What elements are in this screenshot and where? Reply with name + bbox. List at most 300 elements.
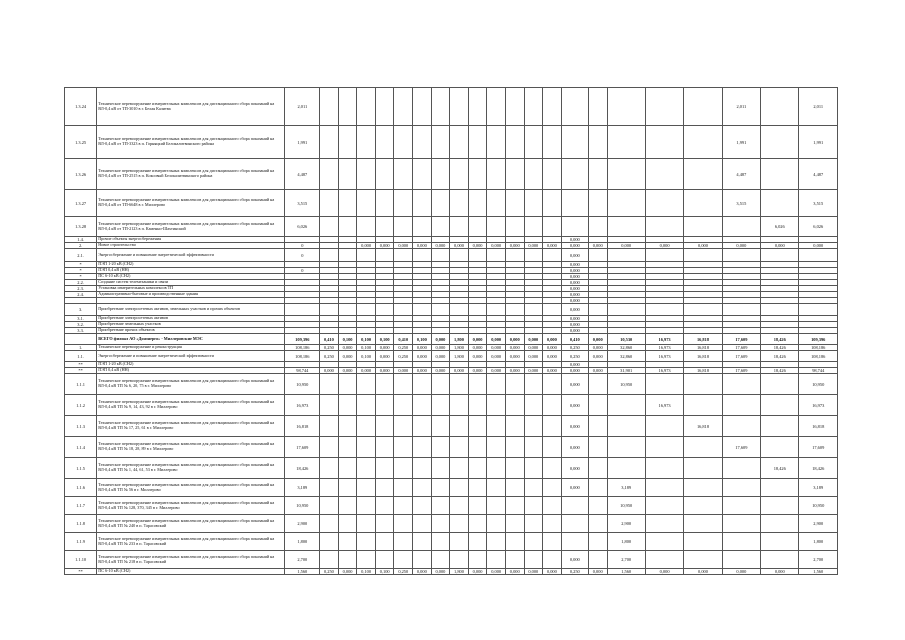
row-value-cell: 2,700	[799, 551, 838, 569]
row-value-cell	[722, 395, 760, 416]
row-value-cell	[487, 159, 506, 190]
row-value-cell	[543, 88, 562, 126]
row-value-cell: 0,000	[561, 286, 588, 292]
row-value-cell: 0,250	[394, 569, 413, 575]
row-value-cell: 0,000	[561, 437, 588, 458]
row-value-cell	[684, 126, 722, 159]
row-value-cell	[450, 126, 469, 159]
row-value-cell	[561, 217, 588, 237]
row-value-cell: 16,818	[684, 351, 722, 362]
row-value-cell: 0,000	[338, 345, 357, 351]
row-code-cell: **	[65, 368, 97, 374]
row-code-cell: 1.1.5	[65, 458, 97, 479]
row-value-cell	[431, 190, 450, 217]
row-value-cell	[394, 88, 413, 126]
row-value-cell	[684, 497, 722, 515]
row-value-cell: 0,100	[357, 351, 376, 362]
row-value-cell: 0,000	[413, 243, 432, 249]
row-description-cell: Новое строительство	[97, 243, 285, 249]
row-value-cell	[645, 217, 683, 237]
row-value-cell	[375, 304, 394, 316]
row-code-cell: 1.1.8	[65, 515, 97, 533]
row-value-cell	[413, 249, 432, 262]
row-description-cell: Техническое перевооружение измерительных комплексов для дистанционного сбора показаний на ВЛ-0,4 кВ ТП № 218 в п. Тарасовский	[97, 551, 285, 569]
row-value-cell: 0,000	[468, 243, 487, 249]
row-value-cell	[645, 533, 683, 551]
row-value-cell: 0,000	[524, 334, 543, 345]
row-value-cell	[505, 437, 524, 458]
row-value-cell: 17,609	[722, 437, 760, 458]
row-value-cell	[394, 551, 413, 569]
row-value-cell: 17,609	[722, 368, 760, 374]
row-value-cell	[722, 249, 760, 262]
row-value-cell	[357, 395, 376, 416]
row-value-cell	[375, 416, 394, 437]
row-code-cell: 2.1.	[65, 249, 97, 262]
row-value-cell	[761, 551, 799, 569]
table-row	[65, 190, 838, 217]
row-value-cell: 0,000	[357, 243, 376, 249]
row-value-cell: 1,800	[450, 569, 469, 575]
row-value-cell	[645, 515, 683, 533]
row-value-cell	[394, 458, 413, 479]
table-row	[65, 249, 838, 262]
row-value-cell: 0,000	[561, 292, 588, 298]
row-value-cell: 0,000	[338, 351, 357, 362]
row-description-cell: Техническое перевооружение измерительных комплексов для дистанционного сбора показаний на ВЛ-0,4 кВ от ТП-2123 в п. Каменно-Шахтинский	[97, 217, 285, 237]
row-value-cell	[375, 190, 394, 217]
row-value-cell: 0,000	[684, 243, 722, 249]
row-value-cell	[761, 437, 799, 458]
row-value-cell	[357, 304, 376, 316]
row-value-cell	[588, 395, 607, 416]
table-row	[65, 437, 838, 458]
row-value-cell	[468, 304, 487, 316]
row-value-cell: 0,000	[722, 243, 760, 249]
row-value-cell	[524, 159, 543, 190]
row-code-cell: 1.1.6	[65, 479, 97, 497]
row-value-cell: 2,900	[607, 515, 645, 533]
row-value-cell	[588, 159, 607, 190]
row-value-cell	[413, 374, 432, 395]
table-row	[65, 351, 838, 362]
row-value-cell	[561, 515, 588, 533]
row-value-cell: 108,186	[799, 345, 838, 351]
row-value-cell	[320, 249, 339, 262]
row-value-cell	[524, 249, 543, 262]
row-code-cell: 1.1.4	[65, 437, 97, 458]
row-value-cell	[468, 159, 487, 190]
table-row	[65, 304, 838, 316]
row-value-cell: 2,011	[722, 88, 760, 126]
row-value-cell: 0,000	[375, 243, 394, 249]
row-value-cell	[413, 88, 432, 126]
row-value-cell: 0,100	[357, 569, 376, 575]
row-value-cell	[357, 437, 376, 458]
row-value-cell	[357, 458, 376, 479]
row-value-cell	[320, 374, 339, 395]
row-value-cell	[588, 479, 607, 497]
row-value-cell	[684, 217, 722, 237]
row-value-cell	[645, 304, 683, 316]
row-value-cell	[338, 458, 357, 479]
row-value-cell: 0,000	[468, 345, 487, 351]
row-value-cell: 0,000	[413, 351, 432, 362]
table-row	[65, 551, 838, 569]
row-value-cell	[468, 497, 487, 515]
row-value-cell: 16,973	[799, 395, 838, 416]
row-value-cell	[468, 479, 487, 497]
row-value-cell	[524, 515, 543, 533]
row-value-cell	[607, 126, 645, 159]
row-value-cell	[375, 217, 394, 237]
row-value-cell	[607, 88, 645, 126]
row-value-cell	[450, 190, 469, 217]
row-value-cell	[431, 395, 450, 416]
row-value-cell	[607, 437, 645, 458]
row-description-cell: Техническое перевооружение измерительных комплексов для дистанционного сбора показаний на ВЛ-0,4 кВ ТП № 17, 25, 61 в г. Миллерово	[97, 416, 285, 437]
row-value-cell: 18,426	[761, 458, 799, 479]
row-value-cell	[645, 416, 683, 437]
row-value-cell	[431, 551, 450, 569]
row-value-cell	[607, 416, 645, 437]
row-value-cell: 0,000	[645, 243, 683, 249]
row-value-cell	[450, 395, 469, 416]
row-value-cell	[543, 479, 562, 497]
row-code-cell: 2.	[65, 243, 97, 249]
row-value-cell	[375, 515, 394, 533]
row-value-cell	[561, 533, 588, 551]
row-total-cell: 3,189	[285, 479, 320, 497]
row-value-cell	[487, 217, 506, 237]
row-value-cell: 16,818	[799, 416, 838, 437]
row-total-cell: 0	[285, 249, 320, 262]
row-value-cell: 0,000	[588, 351, 607, 362]
row-value-cell	[505, 126, 524, 159]
row-description-cell: Прочие объекты энергосбережения	[97, 237, 285, 243]
row-value-cell	[588, 416, 607, 437]
row-value-cell	[543, 217, 562, 237]
row-code-cell: 1.3.24	[65, 88, 97, 126]
row-value-cell	[413, 190, 432, 217]
row-description-cell: Техническое перевооружение измерительных комплексов для дистанционного сбора показаний на ВЛ-0,4 кВ ТП № 18, 28, 89 в г. Миллерово	[97, 437, 285, 458]
row-value-cell: 0,000	[413, 368, 432, 374]
row-value-cell	[413, 159, 432, 190]
row-description-cell: Техническое перевооружение измерительных комплексов для дистанционного сбора показаний на ВЛ-0,4 кВ ТП № 233 в п. Тарасовский	[97, 533, 285, 551]
row-total-cell: 2,700	[285, 551, 320, 569]
row-value-cell	[413, 217, 432, 237]
row-value-cell	[524, 126, 543, 159]
table-row	[65, 458, 838, 479]
row-value-cell	[394, 217, 413, 237]
row-value-cell: 108,186	[799, 351, 838, 362]
row-value-cell	[543, 126, 562, 159]
row-code-cell: 1.3.25	[65, 126, 97, 159]
row-value-cell: 32,860	[607, 351, 645, 362]
row-value-cell: 0,000	[588, 569, 607, 575]
row-value-cell	[543, 458, 562, 479]
row-value-cell	[645, 551, 683, 569]
row-value-cell: 17,609	[722, 351, 760, 362]
row-value-cell: 0,000	[588, 334, 607, 345]
row-value-cell	[684, 159, 722, 190]
row-value-cell	[320, 190, 339, 217]
row-value-cell	[505, 217, 524, 237]
row-value-cell	[487, 395, 506, 416]
row-value-cell	[320, 217, 339, 237]
row-value-cell	[607, 304, 645, 316]
row-value-cell	[338, 159, 357, 190]
row-value-cell	[799, 249, 838, 262]
row-value-cell: 1,991	[722, 126, 760, 159]
row-value-cell: 0,000	[607, 243, 645, 249]
row-value-cell	[684, 515, 722, 533]
row-value-cell	[468, 416, 487, 437]
row-value-cell	[357, 159, 376, 190]
row-description-cell: ПЭП 1-20 кВ (СН2)	[97, 362, 285, 368]
row-value-cell: 0,100	[375, 334, 394, 345]
row-value-cell: 1,560	[607, 569, 645, 575]
row-value-cell	[320, 437, 339, 458]
row-total-cell: 16,973	[285, 395, 320, 416]
row-value-cell	[338, 551, 357, 569]
row-value-cell	[543, 437, 562, 458]
row-value-cell	[588, 551, 607, 569]
row-value-cell	[505, 304, 524, 316]
row-value-cell	[357, 217, 376, 237]
row-code-cell: 3.1.	[65, 316, 97, 322]
row-value-cell: 0,000	[722, 569, 760, 575]
row-total-cell: 2,900	[285, 515, 320, 533]
row-value-cell: 0,000	[588, 368, 607, 374]
row-value-cell	[607, 217, 645, 237]
row-value-cell	[588, 88, 607, 126]
row-value-cell: 0,000	[561, 551, 588, 569]
row-value-cell	[524, 533, 543, 551]
row-value-cell: 0,000	[431, 368, 450, 374]
row-value-cell: 0,000	[561, 304, 588, 316]
row-value-cell	[607, 190, 645, 217]
row-value-cell	[487, 126, 506, 159]
row-value-cell: 1,800	[799, 533, 838, 551]
row-code-cell: 2.2.	[65, 280, 97, 286]
row-value-cell: 0,100	[357, 345, 376, 351]
row-description-cell: Установка измерительных комплексов ТП	[97, 286, 285, 292]
row-value-cell	[413, 533, 432, 551]
row-value-cell	[684, 437, 722, 458]
row-value-cell: 16,973	[645, 368, 683, 374]
row-code-cell: 1.1.	[65, 351, 97, 362]
row-value-cell: 1,800	[450, 345, 469, 351]
row-value-cell: 2,900	[799, 515, 838, 533]
row-value-cell: 0,250	[320, 569, 339, 575]
row-value-cell	[543, 416, 562, 437]
row-description-cell: Техническое перевооружение измерительных комплексов для дистанционного сбора показаний на ВЛ-0,4 кВ ТП № 9, 14, 43, 92 в г. Миллерово	[97, 395, 285, 416]
row-value-cell: 0,000	[561, 274, 588, 280]
spreadsheet-page	[64, 87, 838, 575]
row-value-cell	[588, 497, 607, 515]
row-value-cell	[487, 190, 506, 217]
row-value-cell: 0,000	[561, 322, 588, 328]
row-code-cell: 2.4.	[65, 292, 97, 298]
row-code-cell: 1.1.2	[65, 395, 97, 416]
row-total-cell: 2,011	[285, 88, 320, 126]
row-value-cell	[338, 437, 357, 458]
row-value-cell	[607, 395, 645, 416]
row-value-cell	[505, 374, 524, 395]
row-value-cell	[468, 190, 487, 217]
row-value-cell: 0,000	[561, 328, 588, 334]
row-value-cell: 0,410	[394, 334, 413, 345]
table-row	[65, 126, 838, 159]
row-total-cell: 3,515	[285, 190, 320, 217]
row-value-cell: 0,000	[561, 395, 588, 416]
row-value-cell: 0,000	[799, 243, 838, 249]
row-value-cell	[761, 159, 799, 190]
row-value-cell	[684, 88, 722, 126]
row-value-cell	[543, 304, 562, 316]
row-value-cell	[431, 416, 450, 437]
row-value-cell	[684, 374, 722, 395]
row-value-cell: 16,818	[684, 416, 722, 437]
row-value-cell: 0,000	[468, 368, 487, 374]
row-value-cell	[645, 159, 683, 190]
row-value-cell	[722, 416, 760, 437]
row-value-cell	[487, 437, 506, 458]
row-value-cell	[320, 551, 339, 569]
row-value-cell	[338, 479, 357, 497]
row-value-cell	[431, 533, 450, 551]
row-value-cell	[338, 395, 357, 416]
row-value-cell	[468, 88, 487, 126]
row-code-cell: 3.2.	[65, 322, 97, 328]
row-value-cell	[487, 249, 506, 262]
row-value-cell	[588, 217, 607, 237]
row-total-cell: 18,426	[285, 458, 320, 479]
row-value-cell	[684, 395, 722, 416]
row-value-cell: 0,000	[394, 368, 413, 374]
row-value-cell	[645, 374, 683, 395]
row-code-cell: *	[65, 262, 97, 268]
row-value-cell	[413, 458, 432, 479]
row-value-cell: 0,250	[561, 351, 588, 362]
row-value-cell	[413, 479, 432, 497]
row-value-cell	[761, 88, 799, 126]
row-value-cell	[450, 479, 469, 497]
row-value-cell	[543, 497, 562, 515]
row-value-cell: 4,487	[799, 159, 838, 190]
row-value-cell	[543, 551, 562, 569]
row-code-cell: 1.3.27	[65, 190, 97, 217]
row-value-cell	[524, 190, 543, 217]
row-code-cell: 1.4.	[65, 237, 97, 243]
row-value-cell	[375, 88, 394, 126]
row-value-cell: 0,000	[487, 368, 506, 374]
row-value-cell	[338, 497, 357, 515]
row-value-cell: 31,901	[607, 368, 645, 374]
row-value-cell: 1,800	[607, 533, 645, 551]
row-value-cell	[338, 88, 357, 126]
row-value-cell	[487, 479, 506, 497]
row-value-cell	[561, 159, 588, 190]
row-value-cell	[487, 515, 506, 533]
row-value-cell	[450, 533, 469, 551]
row-value-cell	[394, 374, 413, 395]
row-description-cell: Техническое перевооружение измерительных комплексов для дистанционного сбора показаний на ВЛ-0,4 кВ от ТП-2515 в п. Коксовый Белокалитвинского района	[97, 159, 285, 190]
row-total-cell: 4,487	[285, 159, 320, 190]
row-value-cell	[722, 217, 760, 237]
row-value-cell	[524, 551, 543, 569]
row-value-cell	[450, 437, 469, 458]
row-value-cell	[761, 533, 799, 551]
row-value-cell	[450, 88, 469, 126]
row-value-cell: 0,000	[524, 569, 543, 575]
row-value-cell	[645, 497, 683, 515]
row-value-cell: 0,000	[561, 316, 588, 322]
row-value-cell	[761, 416, 799, 437]
row-value-cell	[375, 533, 394, 551]
row-value-cell	[320, 159, 339, 190]
table-row	[65, 374, 838, 395]
row-value-cell: 0,000	[505, 351, 524, 362]
row-value-cell: 0,000	[561, 249, 588, 262]
row-value-cell: 16,973	[645, 345, 683, 351]
row-value-cell: 0,000	[505, 368, 524, 374]
row-value-cell	[761, 479, 799, 497]
row-value-cell	[320, 416, 339, 437]
row-value-cell	[645, 88, 683, 126]
row-value-cell	[505, 497, 524, 515]
row-value-cell	[375, 437, 394, 458]
row-value-cell: 3,515	[799, 190, 838, 217]
row-value-cell	[487, 416, 506, 437]
row-value-cell: 3,189	[607, 479, 645, 497]
row-description-cell: Техническое перевооружение измерительных комплексов для дистанционного сбора показаний на ВЛ-0,4 кВ от ТП-3010 в г. Белая Калитва	[97, 88, 285, 126]
row-value-cell	[394, 190, 413, 217]
row-value-cell	[561, 497, 588, 515]
row-code-cell: 1.1.10	[65, 551, 97, 569]
row-value-cell	[524, 437, 543, 458]
row-value-cell	[375, 374, 394, 395]
row-value-cell	[450, 497, 469, 515]
row-value-cell	[413, 304, 432, 316]
row-value-cell: 32,860	[607, 345, 645, 351]
row-value-cell	[543, 249, 562, 262]
row-value-cell: 18,426	[761, 345, 799, 351]
row-value-cell	[761, 190, 799, 217]
row-value-cell: 2,700	[607, 551, 645, 569]
row-value-cell: 6,026	[761, 217, 799, 237]
row-value-cell	[645, 190, 683, 217]
row-value-cell: 0,000	[413, 345, 432, 351]
row-value-cell	[588, 304, 607, 316]
row-value-cell	[645, 437, 683, 458]
table-row	[65, 497, 838, 515]
row-value-cell	[450, 551, 469, 569]
row-value-cell: 4,487	[722, 159, 760, 190]
row-value-cell	[357, 515, 376, 533]
row-total-cell: 10,950	[285, 374, 320, 395]
row-value-cell	[357, 497, 376, 515]
row-value-cell	[431, 497, 450, 515]
row-value-cell: 0,000	[431, 345, 450, 351]
row-value-cell: 0,000	[543, 243, 562, 249]
row-total-cell: 17,609	[285, 437, 320, 458]
row-value-cell	[394, 416, 413, 437]
row-value-cell	[561, 88, 588, 126]
row-code-cell: 1.	[65, 345, 97, 351]
row-value-cell	[320, 395, 339, 416]
